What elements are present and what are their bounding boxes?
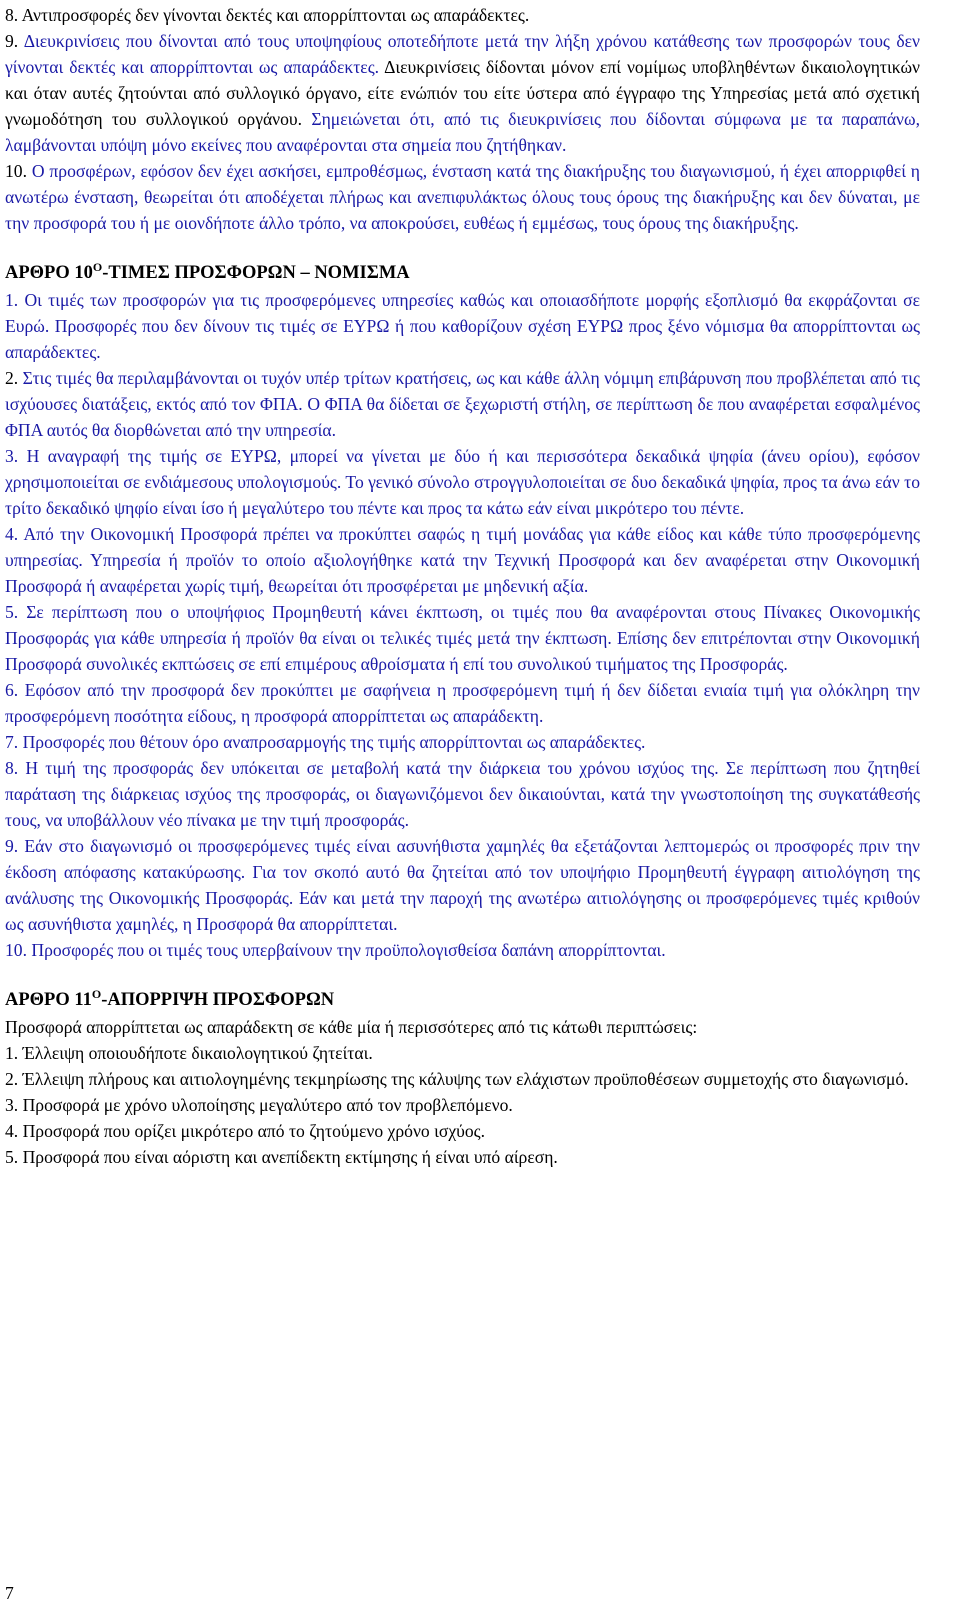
paragraph-p8 xyxy=(5,2,920,28)
text-segment: Το γενικό σύνολο στρογγυλοποιείται σε δυο δεκαδικά ψηφία, προς τα άνω εάν το τρίτο δεκαδικό ψηφίο είναι ίσο ή μεγαλύτερο του πέντε και προς τα κάτω εάν είναι μικρότερο του πέντε. xyxy=(5,472,920,518)
text-segment: Στις τιμές θα περιλαμβάνονται οι τυχόν υπέρ τρίτων κρατήσεις, ως και κάθε άλλη νόμιμη επιβάρυνση που προβλέπεται από τις ισχύουσες διατάξεις, εκτός από τον ΦΠΑ. xyxy=(5,368,920,414)
text-segment: 1. Έλλειψη οποιουδήποτε δικαιολογητικού ζητείται. xyxy=(5,1043,373,1063)
text-segment: 1. Οι τιμές των προσφορών για τις προσφερόμενες υπηρεσίες καθώς και οποιασδήποτε μορφής εξοπλισμό θα εκφράζονται σε Ευρώ. xyxy=(5,290,920,336)
paragraph-a10-7 xyxy=(5,729,920,755)
spacer xyxy=(5,963,920,986)
article-10-heading xyxy=(5,259,920,287)
text-segment: 2. Έλλειψη πλήρους και αιτιολογημένης τεκμηρίωσης της κάλυψης των ελάχιστων προϋποθέσεων συμμετοχής στο διαγωνισμό. xyxy=(5,1069,909,1089)
article-11-heading-sup: Ο xyxy=(91,987,102,1001)
document-page xyxy=(5,0,920,1170)
text-segment: 9. Εάν στο διαγωνισμό οι προσφερόμενες τιμές είναι ασυνήθιστα χαμηλές θα εξετάζονται λεπτομερώς οι προσφορές πριν την έκδοση απόφασης κατακύρωσης. xyxy=(5,836,920,882)
text-segment: 5. Προσφορά που είναι αόριστη και ανεπίδεκτη εκτίμησης ή είναι υπό αίρεση. xyxy=(5,1147,558,1167)
text-segment: Σημειώνεται ότι, από τις διευκρινίσεις που δίδονται σύμφωνα με τα παραπάνω, λαμβάνονται υπόψη μόνο εκείνες που αναφέρονται στα σημεία που ζητήθηκαν. xyxy=(5,109,920,155)
text-segment: Προσφορά απορρίπτεται ως απαράδεκτη σε κάθε μία ή περισσότερες από τις κάτωθι περιπτώσεις: xyxy=(5,1017,698,1037)
text-segment: 10. xyxy=(5,161,32,181)
text-segment: 3. Προσφορά με χρόνο υλοποίησης μεγαλύτερο από τον προβλεπόμενο. xyxy=(5,1095,513,1115)
page-number: 7 xyxy=(5,1583,14,1603)
text-segment: 4. Από την Οικονομική Προσφορά πρέπει να προκύπτει σαφώς η τιμή μονάδας για κάθε είδος και κάθε τύπο προσφερόμενης υπηρεσίας. xyxy=(5,524,920,570)
text-segment: 8. Η τιμή της προσφοράς δεν υπόκειται σε μεταβολή κατά την διάρκεια του χρόνου ισχύος της. xyxy=(5,758,719,778)
text-segment: Διευκρινίσεις δίδονται μόνον επί νομίμως υποβληθέντων δικαιολογητικών και όταν αυτές ζητούνται από συλλογικό όργανο, είτε ενώπιόν του είτε ύστερα από έγγραφο της Υπηρεσίας μετά από σχετική γνωμοδότηση του συλλογικού οργάνου. xyxy=(5,57,920,129)
text-segment: Υπηρεσία ή προϊόν το οποίο αξιολογήθηκε κατά την Τεχνική Προσφορά και δεν αναφέρεται στην Οικονομική Προσφορά ή αναφέρεται χωρίς τιμή, θεωρείται ότι προσφέρεται με μηδενική αξία. xyxy=(5,550,920,596)
text-segment: Σε περίπτωση που ζητηθεί παράταση της διάρκειας ισχύος της προσφοράς, οι διαγωνιζόμενοι δεν δικαιούνται, κατά την γνωστοποίηση της συγκατάθεσής τους, να υποβάλλουν νέο πίνακα με την τιμή προσφοράς. xyxy=(5,758,921,830)
text-segment: 8. Αντιπροσφορές δεν γίνονται δεκτές και απορρίπτονται ως απαράδεκτες. xyxy=(5,5,530,25)
text-segment: Για τον σκοπό αυτό θα ζητείται από τον υποψήφιο Προμηθευτή έγγραφη αιτιολόγηση της ανάλυσης της Οικονομικής Προσφοράς. xyxy=(5,862,921,908)
article-10-body xyxy=(5,287,920,963)
paragraph-a11-4 xyxy=(5,1118,920,1144)
paragraph-a11-0 xyxy=(5,1014,920,1040)
paragraph-a11-3 xyxy=(5,1092,920,1118)
paragraph-a10-9 xyxy=(5,833,920,937)
text-segment: 9. xyxy=(5,31,24,51)
paragraph-a10-5 xyxy=(5,599,920,677)
article-10-heading-prefix: ΑΡΘΡΟ 10 xyxy=(5,263,93,283)
paragraph-p10 xyxy=(5,158,920,236)
paragraph-a10-4 xyxy=(5,521,920,599)
paragraph-a10-8 xyxy=(5,755,920,833)
paragraph-a10-1 xyxy=(5,287,920,365)
text-segment: Ο προσφέρων, εφόσον δεν έχει ασκήσει, εμπροθέσμως, ένσταση κατά της διακήρυξης του διαγωνισμού, ή έχει απορριφθεί η ανωτέρω ένσταση, θεωρείται ότι αποδέχεται πλήρως και ανεπιφυλάκτως όλους τους όρους της διακήρυξης και δεν δύναται, με την προσφορά του ή με οιονδήποτε άλλο τρόπο, να αποκρούσει, ευθέως ή εμμέσως, τους όρους της διακήρυξης. xyxy=(5,161,920,233)
article-10-heading-sup: Ο xyxy=(92,260,103,274)
text-segment: 7. Προσφορές που θέτουν όρο αναπροσαρμογής της τιμής απορρίπτονται ως απαράδεκτες. xyxy=(5,732,646,752)
article-11-body xyxy=(5,1014,920,1170)
paragraph-a10-6 xyxy=(5,677,920,729)
paragraph-a11-5 xyxy=(5,1144,920,1170)
text-segment: Προσφορές που δεν δίνουν τις τιμές σε ΕΥΡΩ ή που καθορίζουν σχέση ΕΥΡΩ προς ξένο νόμισμα θα απορρίπτονται ως απαράδεκτες. xyxy=(5,316,920,362)
text-segment: Εάν και μετά την παροχή της ανωτέρω αιτιολόγησης οι προσφερόμενες τιμές κριθούν ως ασυνήθιστα χαμηλές, η Προσφορά θα απορρίπτεται. xyxy=(5,888,920,934)
article-11-heading-prefix: ΑΡΘΡΟ 11 xyxy=(5,990,92,1010)
text-segment: 4. Προσφορά που ορίζει μικρότερο από το ζητούμενο χρόνο ισχύος. xyxy=(5,1121,485,1141)
text-segment: 5. Σε περίπτωση που ο υποψήφιος Προμηθευτή κάνει έκπτωση, οι τιμές που θα αναφέρονται στους Πίνακες Οικονομικής Προσφοράς για κάθε υπηρεσία ή προϊόν θα είναι οι τελικές τιμές μετά την έκπτωση. xyxy=(5,602,920,648)
paragraph-a11-2 xyxy=(5,1066,920,1092)
article-11-heading-suffix: -ΑΠΟΡΡΙΨΗ ΠΡΟΣΦΟΡΩΝ xyxy=(101,990,335,1010)
paragraph-p9 xyxy=(5,28,920,158)
text-segment: 10. Προσφορές που οι τιμές τους υπερβαίνουν την προϋπολογισθείσα δαπάνη απορρίπτονται. xyxy=(5,940,666,960)
paragraph-a10-2 xyxy=(5,365,920,443)
text-segment: 3. Η αναγραφή της τιμής σε ΕΥΡΩ, μπορεί να γίνεται με δύο ή και περισσότερα δεκαδικά ψηφία (άνευ ορίου), εφόσον χρησιμοποιείται σε ενδιάμεσους υπολογισμούς. xyxy=(5,446,920,492)
text-segment: Διευκρινίσεις που δίνονται από τους υποψηφίους οποτεδήποτε μετά την λήξη χρόνου κατάθεσης των προσφορών τους δεν γίνονται δεκτές και απορρίπτονται ως απαράδεκτες. xyxy=(5,31,920,77)
top-paragraphs xyxy=(5,2,920,236)
spacer xyxy=(5,236,920,259)
paragraph-a11-1 xyxy=(5,1040,920,1066)
paragraph-a10-3 xyxy=(5,443,920,521)
article-11-heading xyxy=(5,986,920,1014)
paragraph-a10-10 xyxy=(5,937,920,963)
text-segment: 2. xyxy=(5,368,23,388)
text-segment: Επίσης δεν επιτρέπονται στην Οικονομική Προσφορά συνολικές εκπτώσεις σε επί επιμέρους αθροίσματα ή επί του συνολικού τιμήματος της Προσφοράς. xyxy=(5,628,921,674)
article-10-heading-suffix: -ΤΙΜΕΣ ΠΡΟΣΦΟΡΩΝ – ΝΟΜΙΣΜΑ xyxy=(102,263,410,283)
text-segment: Ο ΦΠΑ θα δίδεται σε ξεχωριστή στήλη, σε περίπτωση δε που αναφέρεται εσφαλμένος ΦΠΑ αυτός θα διορθώνεται από την υπηρεσία. xyxy=(5,394,920,440)
text-segment: 6. Εφόσον από την προσφορά δεν προκύπτει με σαφήνεια η προσφερόμενη τιμή ή δεν δίδεται ενιαία τιμή για ολόκληρη την προσφερόμενη ποσότητα είδους, η προσφορά απορρίπτεται ως απαράδεκτη. xyxy=(5,680,920,726)
